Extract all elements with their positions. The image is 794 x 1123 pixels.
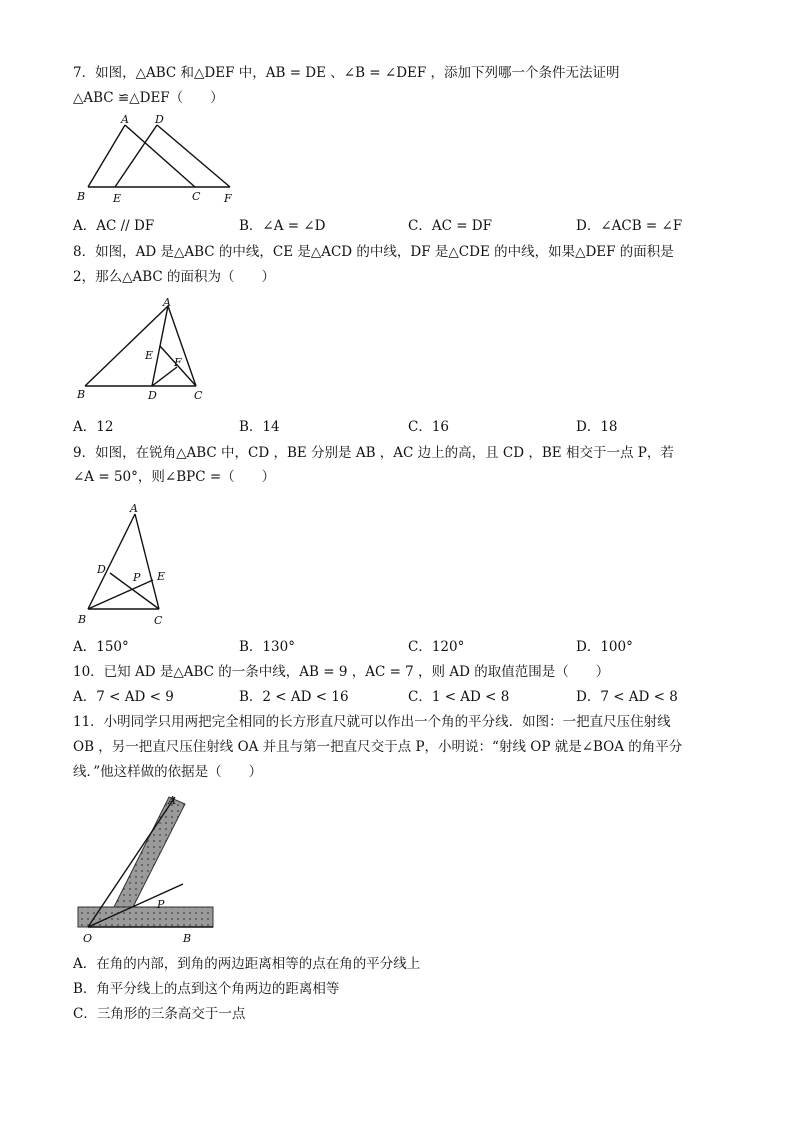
q7-label-D: D <box>155 113 164 126</box>
q11-label-P: P <box>157 898 165 911</box>
q9-figure <box>73 497 183 632</box>
q8-label-A: A <box>163 296 171 309</box>
q9-option-a[interactable]: A．150° <box>73 639 129 655</box>
q7-label-E: E <box>113 192 122 205</box>
q10-option-c[interactable]: C．1 < AD < 8 <box>408 689 510 705</box>
q7-option-b[interactable]: B．∠A = ∠D <box>239 218 326 234</box>
q8-option-d[interactable]: D．18 <box>576 419 618 435</box>
q7-label-C: C <box>192 190 201 203</box>
q10-stem-line1: 10．已知 AD 是△ABC 的一条中线，AB = 9 ，AC = 7 ，则 AD 的取值范围是（ ） <box>73 664 610 680</box>
q11-label-A: A <box>168 794 176 807</box>
q9-label-C: C <box>154 614 163 627</box>
q10-option-a[interactable]: A．7 < AD < 9 <box>73 689 174 705</box>
q7-label-B: B <box>77 190 86 203</box>
q7-figure <box>73 112 243 207</box>
q8-label-C: C <box>194 389 203 402</box>
q9-option-b[interactable]: B．130° <box>239 639 295 655</box>
q8-label-B: B <box>77 388 86 401</box>
q9-label-P: P <box>133 571 141 584</box>
q7-option-c[interactable]: C．AC = DF <box>408 218 492 234</box>
q8-option-c[interactable]: C．16 <box>408 419 450 435</box>
q9-label-A: A <box>130 502 138 515</box>
horizontal-ruler <box>78 907 213 927</box>
q8-stem-line1: 8．如图，AD 是△ABC 的中线，CE 是△ACD 的中线，DF 是△CDE 的中线，如果△DEF 的面积是 <box>73 244 674 260</box>
q7-label-A: A <box>121 113 129 126</box>
q10-option-d[interactable]: D．7 < AD < 8 <box>576 689 678 705</box>
q8-option-b[interactable]: B．14 <box>239 419 280 435</box>
q11-figure <box>73 790 223 950</box>
q9-label-D: D <box>97 563 106 576</box>
q11-label-B: B <box>183 932 192 945</box>
q7-option-a[interactable]: A．AC // DF <box>73 218 155 234</box>
q9-stem-line1: 9．如图，在锐角△ABC 中，CD ，BE 分别是 AB ，AC 边上的高，且 CD ，BE 相交于一点 P，若 <box>73 445 674 461</box>
q8-label-D: D <box>148 389 157 402</box>
q9-option-d[interactable]: D．100° <box>576 639 633 655</box>
q7-label-F: F <box>224 192 232 205</box>
q11-option-a[interactable]: A．在角的内部，到角的两边距离相等的点在角的平分线上 <box>73 956 421 972</box>
q7-stem-line1: 7．如图，△ABC 和△DEF 中，AB = DE 、∠B = ∠DEF ，添加下列哪一个条件无法证明 <box>73 65 620 81</box>
q8-label-E: E <box>145 349 154 362</box>
q9-label-E: E <box>157 570 166 583</box>
q9-option-c[interactable]: C．120° <box>408 639 465 655</box>
q8-stem-line2: 2，那么△ABC 的面积为（ ） <box>73 269 276 285</box>
q11-stem-line1: 11．小明同学只用两把完全相同的长方形直尺就可以作出一个角的平分线．如图：一把直尺压住射线 <box>73 714 671 730</box>
q8-figure <box>73 296 213 406</box>
q8-label-F: F <box>174 356 182 369</box>
q9-label-B: B <box>78 613 87 626</box>
q11-stem-line3: 线．”他这样做的依据是（ ） <box>73 764 263 780</box>
q11-label-O: O <box>83 932 93 945</box>
q11-option-b[interactable]: B．角平分线上的点到这个角两边的距离相等 <box>73 981 340 997</box>
slanted-ruler <box>110 797 185 915</box>
q11-option-c[interactable]: C．三角形的三条高交于一点 <box>73 1006 246 1022</box>
q9-stem-line2: ∠A = 50°，则∠BPC =（ ） <box>73 469 276 485</box>
q8-option-a[interactable]: A．12 <box>73 419 114 435</box>
q7-option-d[interactable]: D．∠ACB = ∠F <box>576 218 683 234</box>
q7-stem-line2: △ABC ≌△DEF（ ） <box>73 90 224 106</box>
q10-option-b[interactable]: B．2 < AD < 16 <box>239 689 349 705</box>
q11-stem-line2: OB ，另一把直尺压住射线 OA 并且与第一把直尺交于点 P，小明说：“射线 OP 就是∠BOA 的角平分 <box>73 739 683 755</box>
